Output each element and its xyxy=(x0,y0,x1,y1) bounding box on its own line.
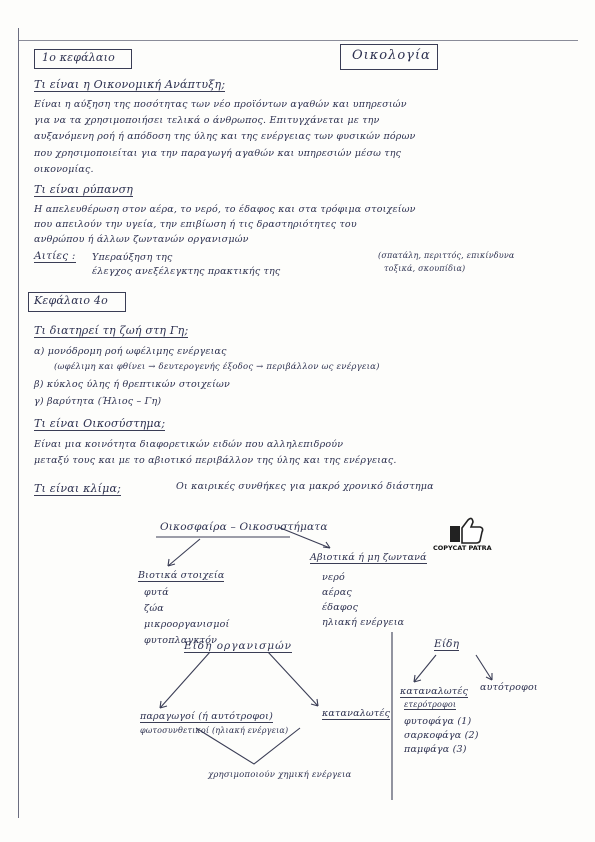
arrow-side-right xyxy=(476,655,492,680)
right-head: Αβιοτικά ή μη ζωντανά xyxy=(310,552,427,563)
sec3-item: α) μονόδρομη ροή ωφέλιμης ενέργειας xyxy=(34,346,227,357)
right-item: νερό xyxy=(322,572,345,583)
side-head: Είδη xyxy=(434,638,460,650)
page-title: Οικολογία xyxy=(352,48,431,63)
mid-left-sub: φωτοσυνθετικοί (ηλιακή ενέργεια) xyxy=(140,726,289,735)
left-item: φυτοπλαγκτόν xyxy=(144,635,218,646)
thumbs-up-icon xyxy=(432,516,512,546)
side-left: καταναλωτές xyxy=(400,686,469,697)
sec5-question: Τι είναι κλίμα; xyxy=(34,482,122,495)
side-left-sub: ετερότροφοι xyxy=(404,700,457,709)
sec2-line: που απειλούν την υγεία, την επιβίωση ή τις δραστηριότητες του xyxy=(34,219,357,230)
cause-2: έλεγχος ανεξέλεγκτης πρακτικής της xyxy=(92,266,281,277)
arrow-mid-right xyxy=(268,652,318,706)
right-item: αέρας xyxy=(322,587,352,598)
logo-text: COPYCAT PATRA xyxy=(433,544,492,552)
cause-bracket-2: τοξικά, σκουπίδια) xyxy=(384,264,466,273)
arrow-left xyxy=(168,539,200,566)
cause-label: Αιτίες : xyxy=(34,250,76,262)
mid-head: Είδη οργανισμών xyxy=(184,640,293,652)
sec2-line: ανθρώπου ή άλλων ζωντανών οργανισμών xyxy=(34,234,249,245)
sec3-item: γ) βαρύτητα (Ήλιος – Γη) xyxy=(34,396,162,407)
right-item: ηλιακή ενέργεια xyxy=(322,617,405,628)
sec1-line: οικονομίας. xyxy=(34,164,94,175)
mid-right: καταναλωτές xyxy=(322,708,391,719)
sec1-line: που χρησιμοποιείται για την παραγωγή αγαθών και υπηρεσιών μέσω της xyxy=(34,148,402,159)
mid-left: παραγωγοί (ή αυτότροφοι) xyxy=(140,711,273,722)
left-item: μικροοργανισμοί xyxy=(144,619,230,630)
sec3-item: (ωφέλιμη και φθίνει → δευτερογενής έξοδος → περιβάλλον ως ενέργεια) xyxy=(54,362,380,372)
chapter1-label: 1ο κεφάλαιο xyxy=(42,51,115,64)
diagram-bottom: χρησιμοποιούν χημική ενέργεια xyxy=(208,770,352,780)
sec2-line: Η απελευθέρωση στον αέρα, το νερό, το έδαφος και στα τρόφιμα στοιχείων xyxy=(34,204,416,215)
sec4-line: Είναι μια κοινότητα διαφορετικών ειδών που αλληλεπιδρούν xyxy=(34,439,344,450)
sec4-line: μεταξύ τους και με το αβιοτικό περιβάλλον της ύλης και της ενέργειας. xyxy=(34,455,397,466)
chapter4-label: Κεφάλαιο 4ο xyxy=(34,294,108,307)
side-item: παμφάγα (3) xyxy=(404,744,467,755)
right-item: έδαφος xyxy=(322,602,359,613)
cause-bracket-1: (σπατάλη, περιττός, επικίνδυνα xyxy=(378,251,515,260)
sec1-line: αυξανόμενη ροή ή απόδοση της ύλης και της ενέργειας των φυσικών πόρων xyxy=(34,131,416,142)
side-right: αυτότροφοι xyxy=(480,682,538,693)
left-item: ζώα xyxy=(144,603,164,614)
sec2-question: Τι είναι ρύπανση xyxy=(34,183,134,196)
sec1-line: Είναι η αύξηση της ποσότητας των νέο προϊόντων αγαθών και υπηρεσιών xyxy=(34,99,407,110)
cause-1: Υπεραύξηση της xyxy=(92,252,173,263)
sec3-question: Τι διατηρεί τη ζωή στη Γη; xyxy=(34,324,189,337)
sec1-question: Τι είναι η Οικονομική Ανάπτυξη; xyxy=(34,78,226,91)
left-head: Βιοτικά στοιχεία xyxy=(138,570,225,581)
sec4-question: Τι είναι Οικοσύστημα; xyxy=(34,417,166,430)
sec5-answer: Οι καιρικές συνθήκες για μακρό χρονικό διάστημα xyxy=(176,481,434,492)
arrow-side-left xyxy=(414,655,436,682)
left-item: φυτά xyxy=(144,587,169,598)
sec1-line: για να τα χρησιμοποιήσει τελικά ο άνθρωπος. Επιτυγχάνεται με την xyxy=(34,115,380,126)
diagram-root: Οικοσφαίρα – Οικοσυστήματα xyxy=(160,521,328,533)
side-item: φυτοφάγα (1) xyxy=(404,716,472,727)
side-item: σαρκοφάγα (2) xyxy=(404,730,479,741)
arrow-mid-left xyxy=(160,652,210,708)
sec3-item: β) κύκλος ύλης ή θρεπτικών στοιχείων xyxy=(34,379,230,390)
